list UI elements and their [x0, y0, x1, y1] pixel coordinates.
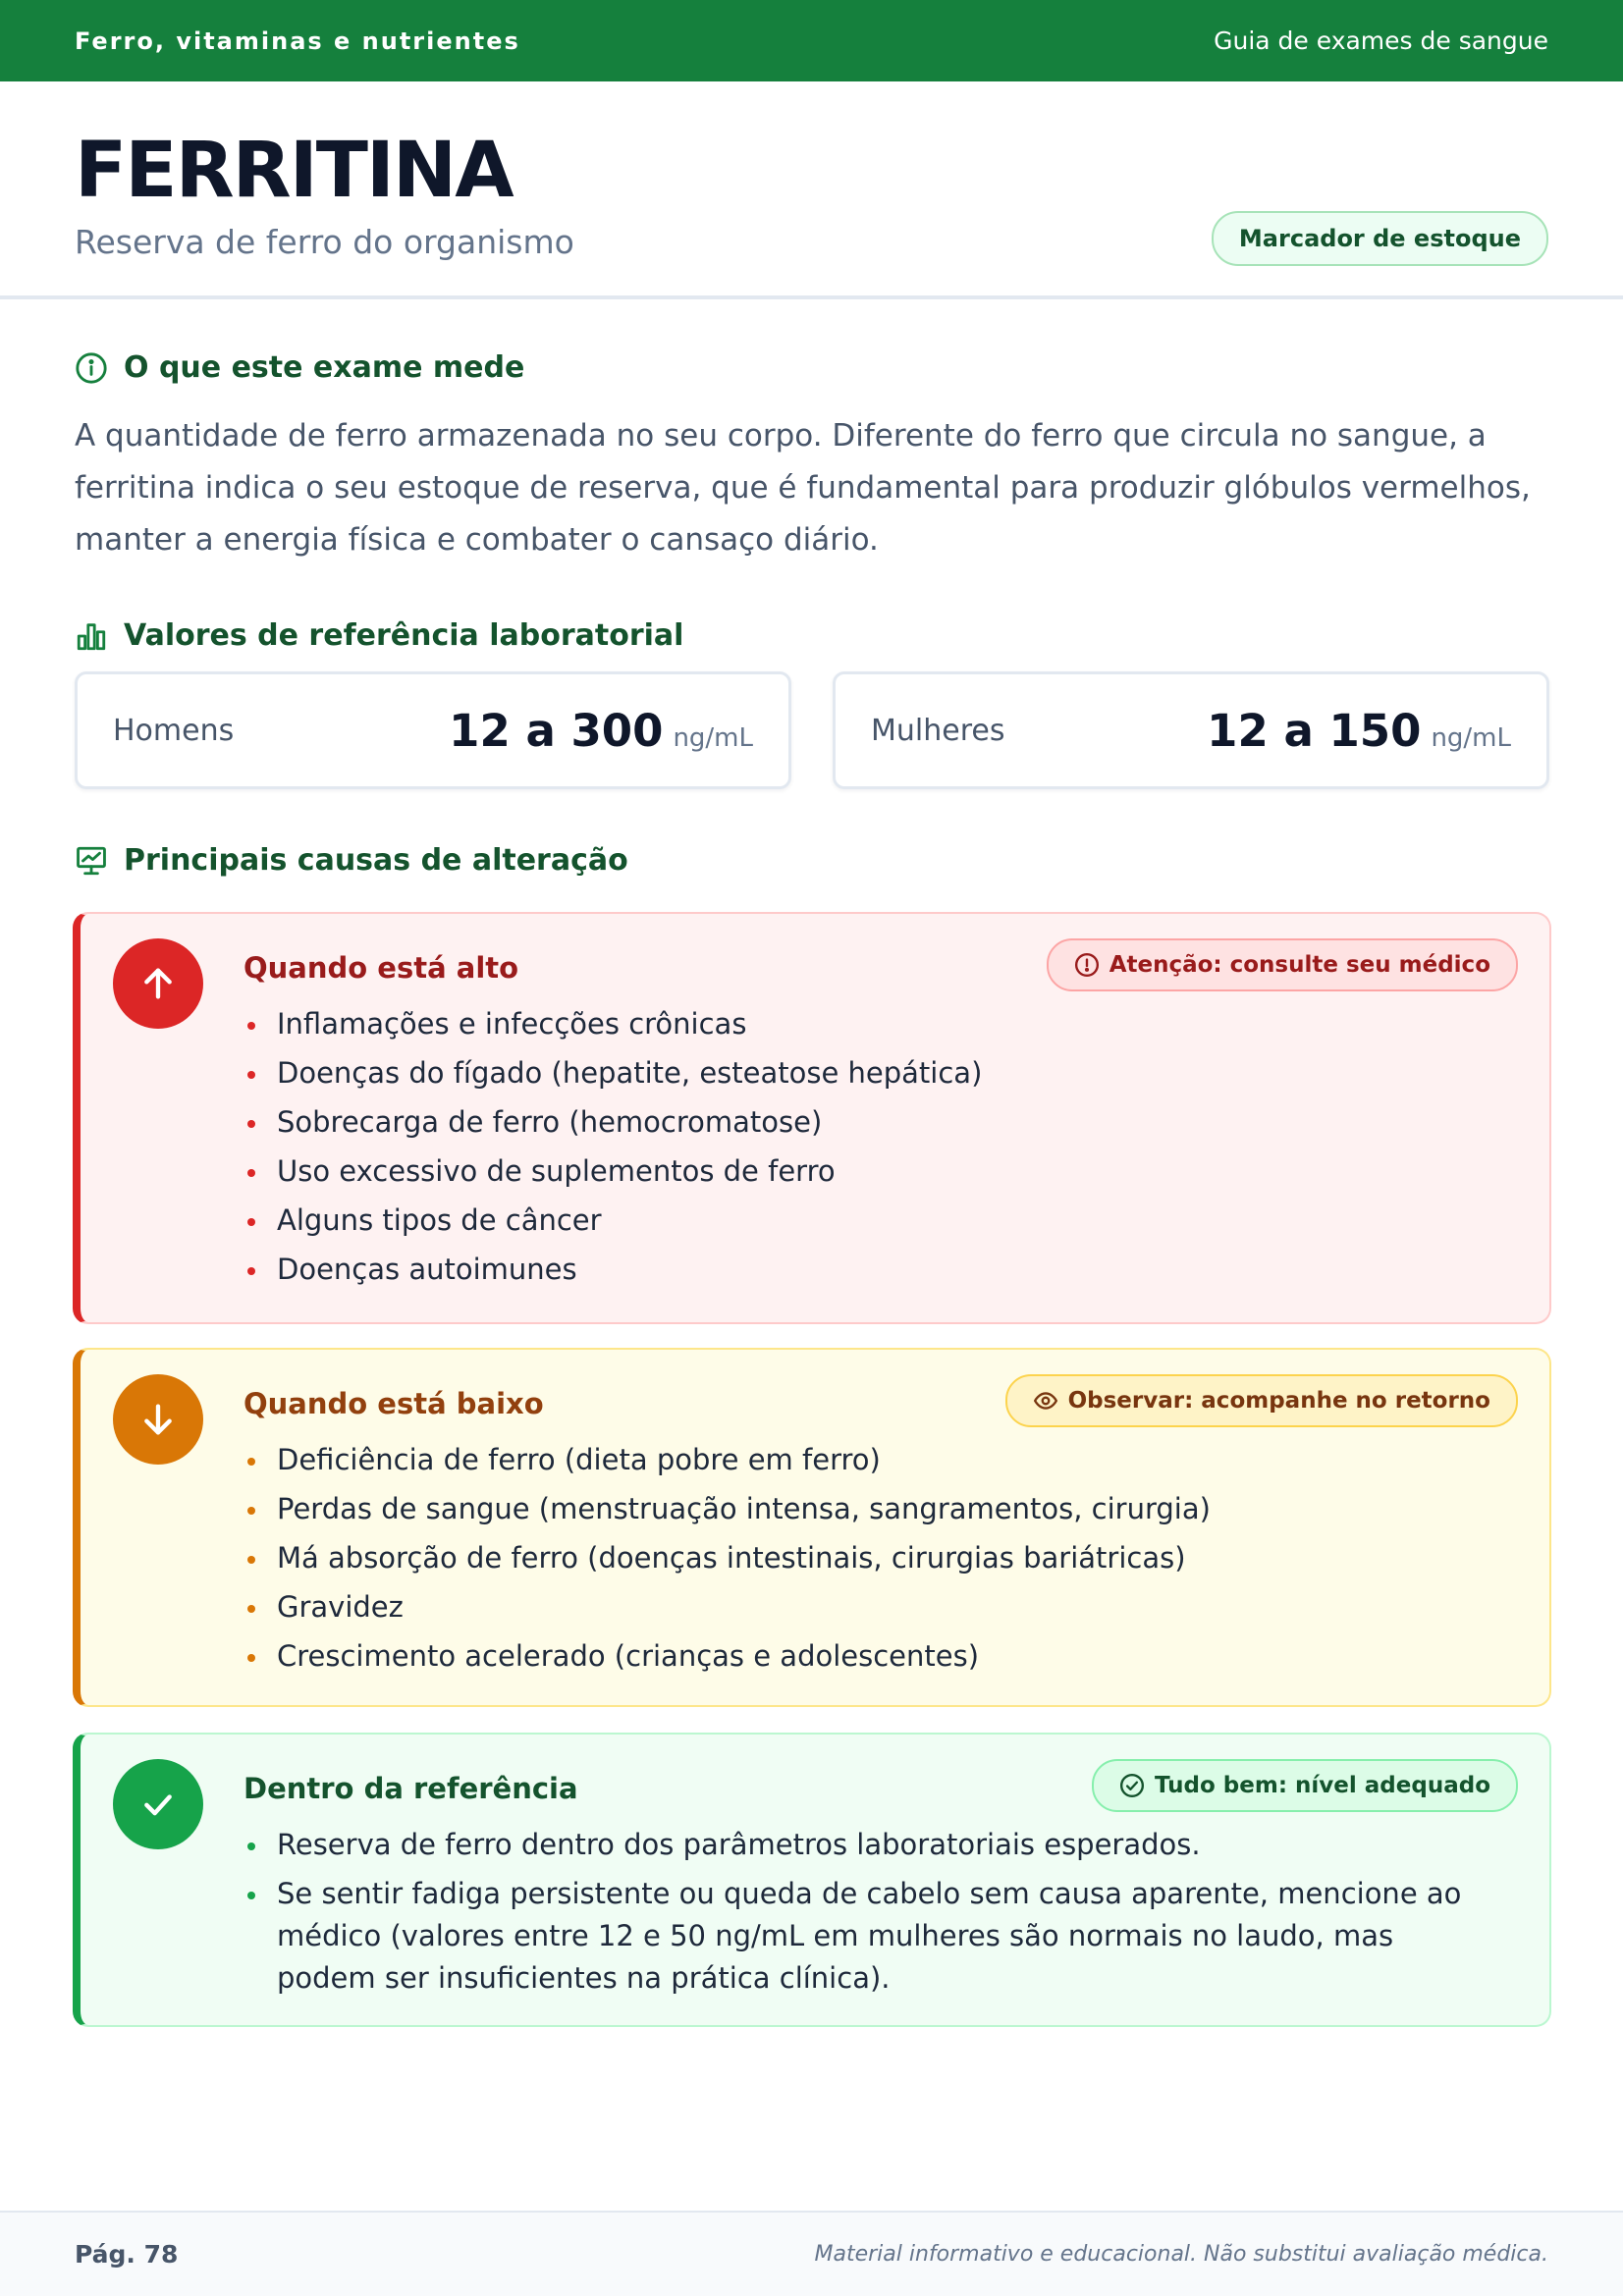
bullet	[247, 1654, 255, 1662]
normal-badge-label: Tudo bem: nível adequado	[1155, 1773, 1490, 1798]
list-item	[243, 1439, 1500, 1481]
list-item	[243, 1003, 1500, 1045]
list-item	[243, 1635, 1500, 1678]
reference-men-value-group	[449, 705, 753, 757]
bullet	[247, 1169, 255, 1177]
normal-notes-list	[243, 1824, 1500, 2006]
list-item-text: Perdas de sangue (menstruação intensa, sangramentos, cirurgia)	[277, 1492, 1211, 1525]
page-footer	[0, 2211, 1623, 2296]
list-item-text: Gravidez	[277, 1590, 404, 1624]
cause-card-normal	[73, 1733, 1551, 2027]
bullet	[247, 1458, 255, 1466]
normal-indicator	[113, 1759, 203, 1849]
category-label: Ferro, vitaminas e nutrientes	[75, 27, 520, 55]
low-badge-label: Observar: acompanhe no retorno	[1067, 1388, 1490, 1414]
guide-label: Guia de exames de sangue	[1214, 27, 1548, 55]
causes-title: Principais causas de alteração	[124, 843, 628, 878]
list-item-text: Doenças do fígado (hepatite, esteatose hepática)	[277, 1056, 983, 1090]
list-item	[243, 1488, 1500, 1530]
list-item-text: Se sentir fadiga persistente ou queda de cabelo sem causa aparente, mencione ao médico (valores entre 12 e 50 ng/mL em mulheres são normais no laudo, mas podem ser insuficientes na prática clínica).	[277, 1877, 1462, 1995]
measures-section-title	[75, 350, 524, 385]
cause-card-high	[73, 912, 1551, 1324]
reference-men-label: Homens	[113, 713, 235, 748]
measures-title: O que este exame mede	[124, 350, 525, 385]
list-item-text: Alguns tipos de câncer	[277, 1203, 602, 1237]
low-causes-list	[243, 1439, 1500, 1684]
normal-title: Dentro da referência	[243, 1772, 578, 1805]
low-title: Quando está baixo	[243, 1387, 544, 1420]
reference-women-value: 12 a 150	[1207, 704, 1422, 757]
bullet	[247, 1892, 255, 1899]
list-item-text: Reserva de ferro dentro dos parâmetros laboratoriais esperados.	[277, 1828, 1201, 1861]
arrow-down-icon	[138, 1400, 178, 1439]
eye-icon	[1033, 1388, 1058, 1414]
high-causes-list	[243, 1003, 1500, 1298]
high-indicator	[113, 938, 203, 1029]
bullet	[247, 1218, 255, 1226]
causes-section-title	[75, 843, 628, 878]
page-title: FERRITINA	[75, 127, 513, 215]
monitor-chart-icon	[75, 844, 108, 878]
list-item	[243, 1150, 1500, 1193]
bullet	[247, 1022, 255, 1030]
info-circle-icon	[75, 351, 108, 385]
low-badge	[1005, 1374, 1518, 1427]
bullet	[247, 1842, 255, 1850]
reference-title: Valores de referência laboratorial	[124, 618, 684, 653]
bullet	[247, 1267, 255, 1275]
list-item-text: Sobrecarga de ferro (hemocromatose)	[277, 1105, 823, 1139]
list-item	[243, 1873, 1500, 2000]
list-item-text: Crescimento acelerado (crianças e adolescentes)	[277, 1639, 980, 1673]
reference-card-men	[75, 671, 791, 789]
reference-women-value-group	[1207, 705, 1511, 757]
normal-badge	[1092, 1759, 1518, 1812]
check-circle-icon	[1119, 1773, 1145, 1798]
list-item	[243, 1249, 1500, 1291]
bullet	[247, 1605, 255, 1613]
reference-women-label: Mulheres	[871, 713, 1005, 748]
list-item	[243, 1101, 1500, 1144]
check-icon	[138, 1785, 178, 1824]
cause-card-low	[73, 1348, 1551, 1707]
list-item	[243, 1052, 1500, 1095]
page-subtitle: Reserva de ferro do organismo	[75, 223, 574, 261]
list-item-text: Uso excessivo de suplementos de ferro	[277, 1154, 836, 1188]
page-header	[0, 81, 1623, 299]
list-item-text: Deficiência de ferro (dieta pobre em ferro)	[277, 1443, 881, 1476]
list-item	[243, 1537, 1500, 1579]
bullet	[247, 1071, 255, 1079]
reference-women-unit: ng/mL	[1431, 722, 1511, 753]
bar-chart-icon	[75, 619, 108, 653]
bullet	[247, 1556, 255, 1564]
reference-men-value: 12 a 300	[449, 704, 664, 757]
marker-badge: Marcador de estoque	[1212, 211, 1548, 266]
bullet	[247, 1120, 255, 1128]
arrow-up-icon	[138, 964, 178, 1003]
reference-section-title	[75, 618, 683, 653]
measures-description: A quantidade de ferro armazenada no seu corpo. Diferente do ferro que circula no sangue, a ferritina indica o seu estoque de reserva, que é fundamental para produzir glóbulos vermelhos, manter a energia física e combater o cansaço diário.	[75, 418, 1531, 558]
list-item-text: Inflamações e infecções crônicas	[277, 1007, 747, 1041]
high-badge	[1047, 938, 1518, 991]
list-item	[243, 1824, 1500, 1866]
high-badge-label: Atenção: consulte seu médico	[1109, 952, 1490, 978]
list-item-text: Má absorção de ferro (doenças intestinais, cirurgias bariátricas)	[277, 1541, 1186, 1575]
top-bar	[0, 0, 1623, 81]
bullet	[247, 1507, 255, 1515]
disclaimer: Material informativo e educacional. Não substitui avaliação médica.	[814, 2242, 1548, 2267]
list-item	[243, 1200, 1500, 1242]
alert-circle-icon	[1074, 952, 1100, 978]
high-title: Quando está alto	[243, 951, 519, 985]
list-item	[243, 1586, 1500, 1629]
page-number: Pág. 78	[75, 2240, 179, 2269]
reference-card-women	[833, 671, 1549, 789]
reference-men-unit: ng/mL	[673, 722, 753, 753]
low-indicator	[113, 1374, 203, 1465]
list-item-text: Doenças autoimunes	[277, 1253, 577, 1286]
